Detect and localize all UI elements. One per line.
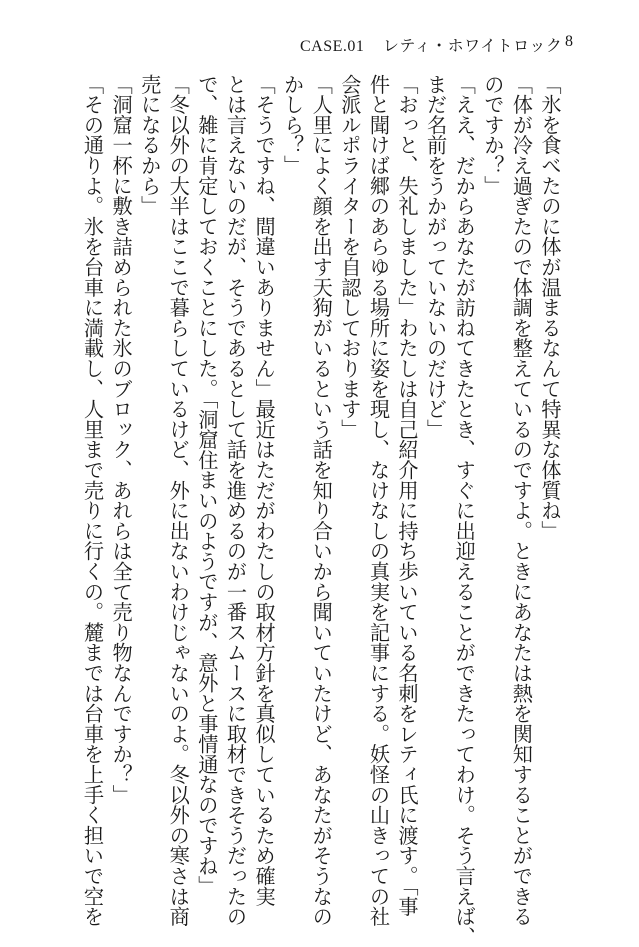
page-number: 8 (565, 33, 574, 50)
text-line: 「冬以外の大半はここで暮らしているけど、外に出ないわけじゃないのよ。冬以外の寒さは商 (166, 74, 191, 927)
text-line: かしら？」 (280, 74, 305, 176)
text-line: 「おっと、失礼しました」わたしは自己紹介用に持ち歩いている名刺をレティ氏に渡す。「事 (395, 74, 420, 917)
text-line: で、雑に肯定しておくことにした。「洞窟住まいのようですが、意外と事情通なのですね」 (194, 74, 219, 897)
text-line: 件と聞けば郷のあらゆる場所に姿を現し、なけなしの真実を記事にする。妖怪の山きっての社 (366, 74, 391, 927)
text-line: 「その通りよ。氷を台車に満載し、人里まで売りに行くの。麓までは台車を上手く担いで空を (80, 74, 105, 927)
text-line: まだ名前をうかがっていないのだけど」 (423, 74, 448, 440)
vertical-body-text (80, 74, 564, 947)
text-line: 「体が冷え過ぎたので体調を整えているのですよ。ときにあなたは熱を関知することができる (509, 74, 534, 927)
text-line: 「そうですね、間違いありません」最近はただがわたしの取材方針を真似しているため確実 (252, 74, 277, 907)
chapter-title: レティ・ホワイトロック (382, 38, 563, 55)
running-header (300, 33, 600, 57)
text-line: 「人里によく顔を出す天狗がいるという話を知り合いから聞いていたけど、あなたがそうなの (309, 74, 334, 927)
text-line: 「氷を食べたのに体が温まるなんて特異な体質ね」 (538, 74, 562, 541)
text-line: のですか？」 (480, 74, 505, 196)
text-line: 売になるから」 (137, 74, 162, 217)
text-line: 会派ルポライターを自認しております」 (337, 74, 362, 440)
text-line: 「洞窟一杯に敷き詰められた氷のブロック、あれらは全て売り物なんですか？」 (109, 74, 134, 805)
case-label: CASE.01 (300, 38, 365, 55)
text-line: とは言えないのだが、そうであるとして話を進めるのが一番スムースに取材できそうだったの (223, 74, 248, 927)
text-line: 「ええ、だからあなたが訪ねてきたとき、すぐに出迎えることができたってわけ。そう言えば、 (452, 74, 477, 947)
